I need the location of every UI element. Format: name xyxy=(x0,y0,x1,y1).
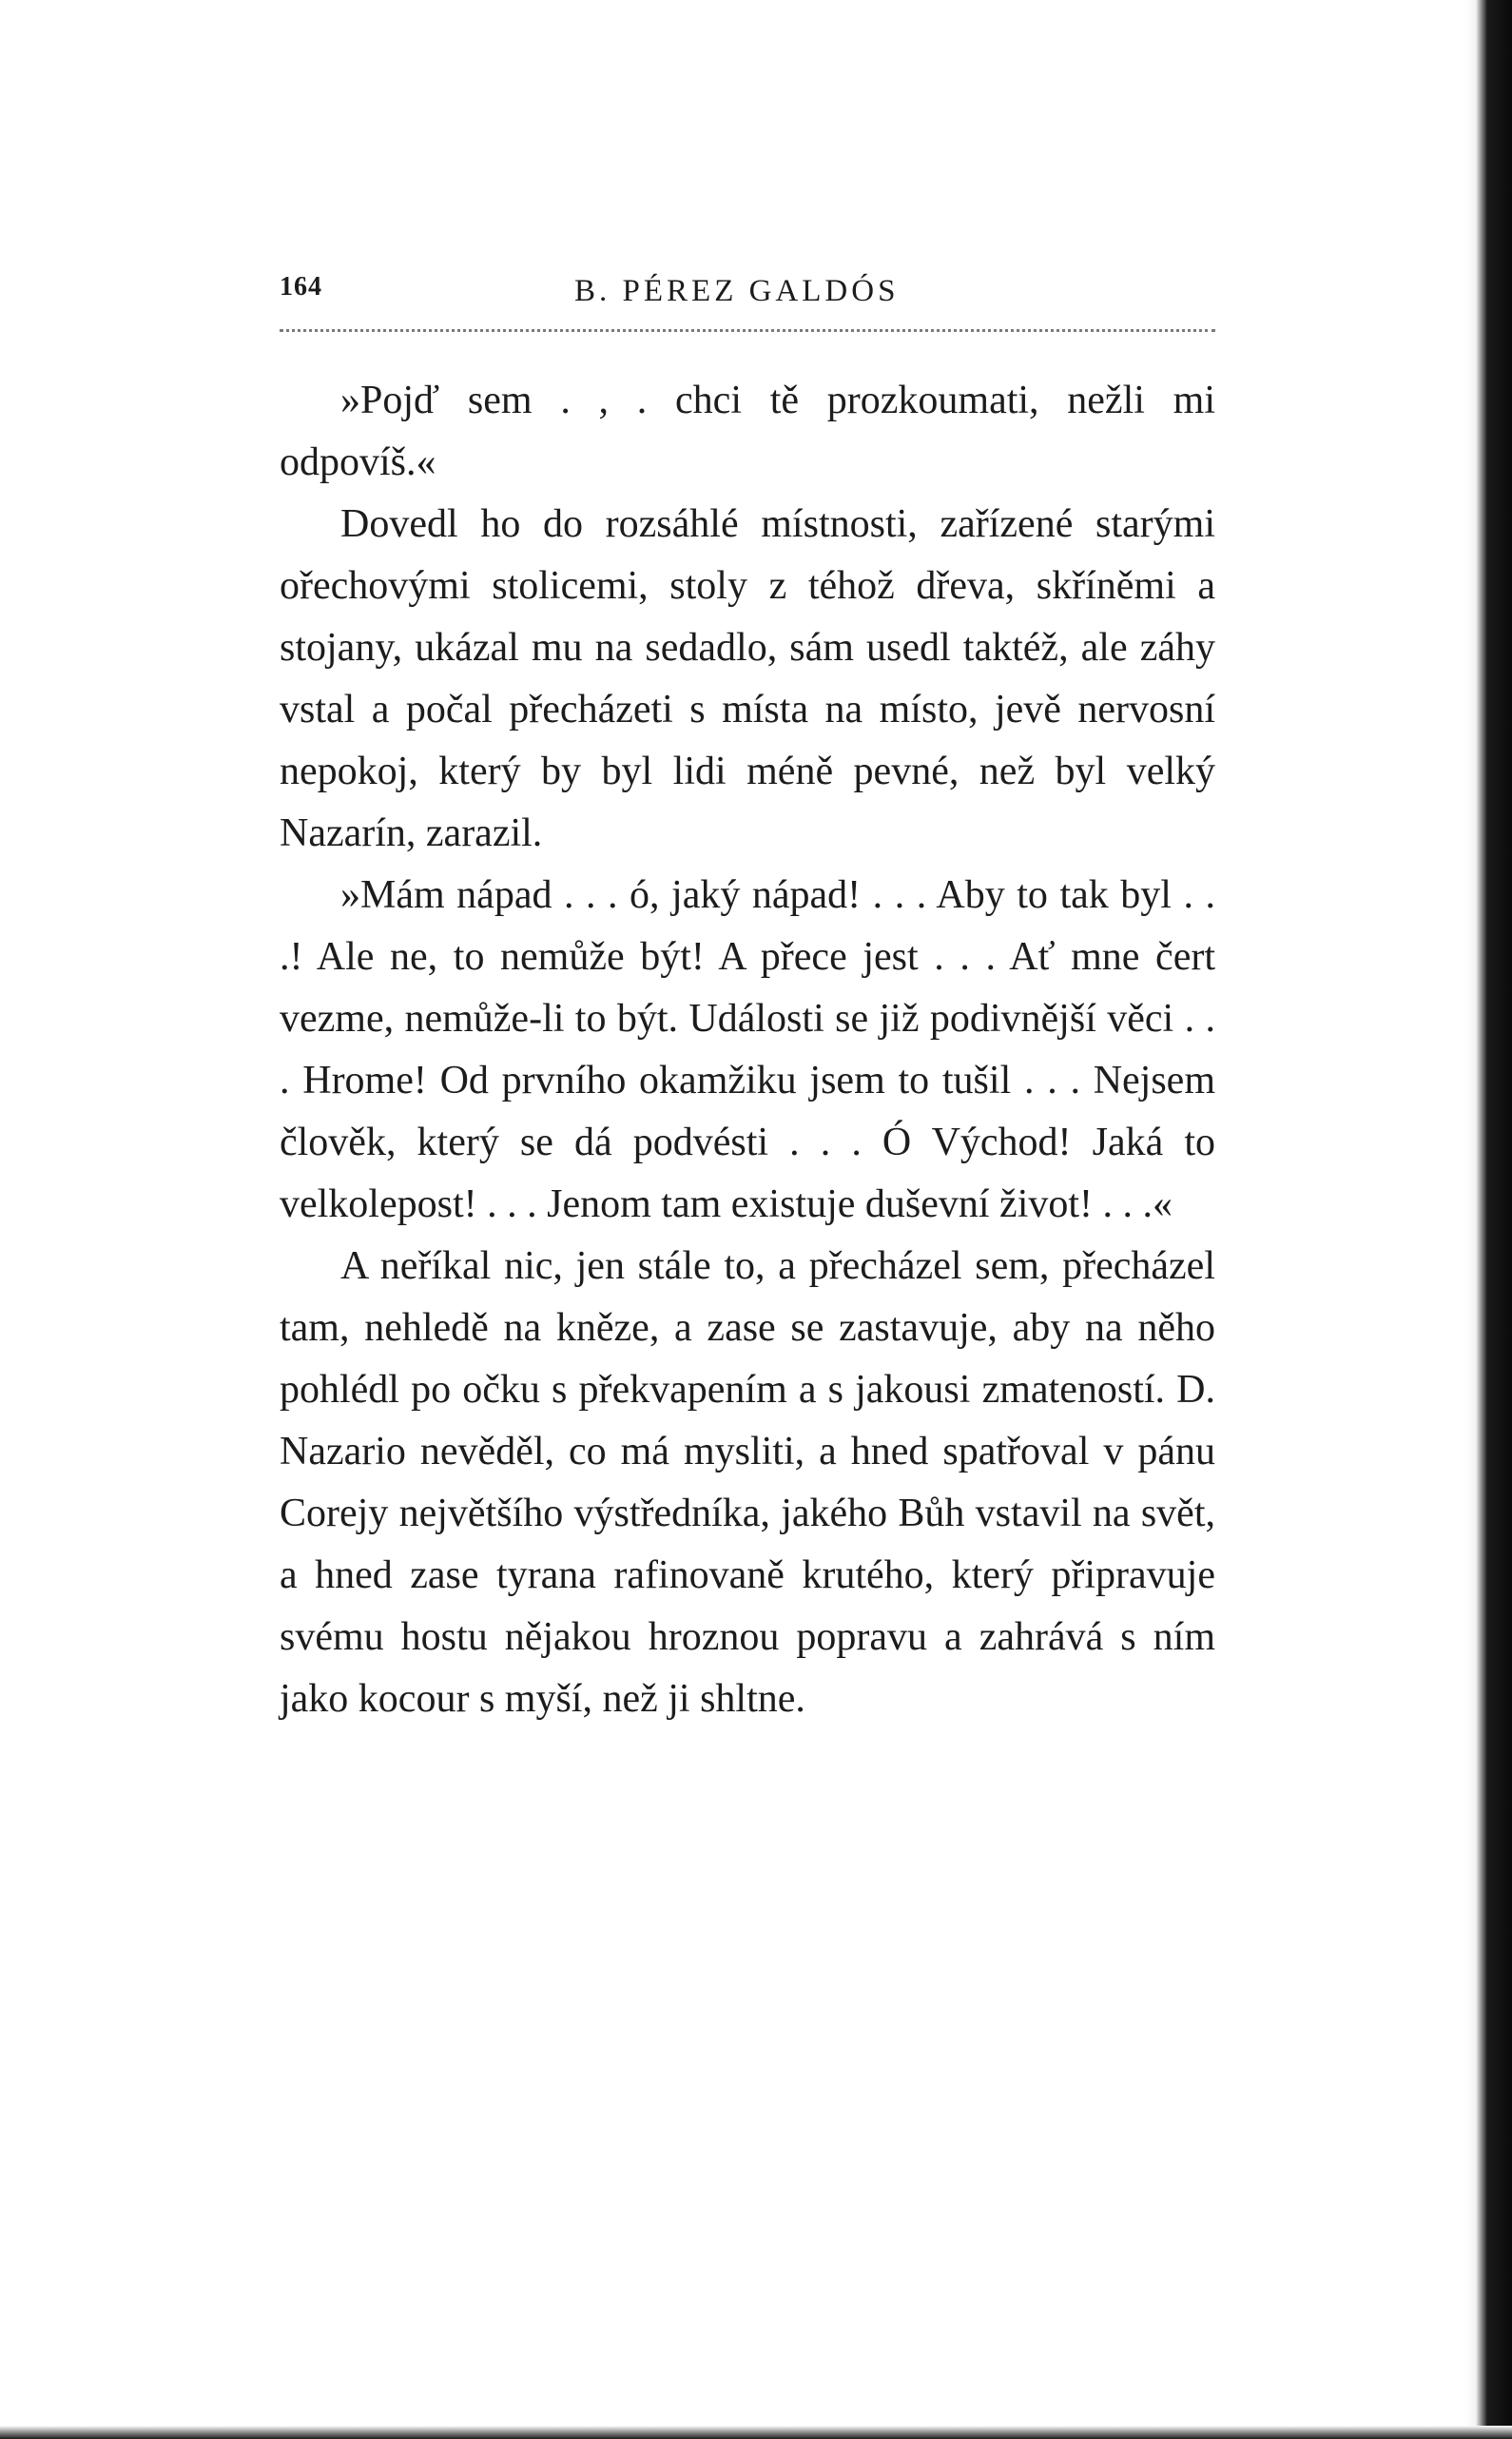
body-text xyxy=(280,370,1215,1730)
running-head xyxy=(280,257,1215,323)
paragraph: »Mám nápad . . . ó, jaký nápad! . . . Aby to tak byl . . .! Ale ne, to nemůže být! A přece jest . . . Ať mne čert vezme, nemůže-li to být. Události se již podivnější věci . . . Hrome! Od prvního okamžiku jsem to tušil . . . Nejsem člověk, který se dá podvésti . . . Ó Východ! Jaká to velkolepost! . . . Jenom tam existuje duševní život! . . .« xyxy=(280,873,1215,1226)
scan-edge-shadow xyxy=(1466,0,1512,2439)
header-divider xyxy=(280,329,1215,332)
paragraph: Dovedl ho do rozsáhlé místnosti, zařízené starými ořechovými stolicemi, stoly z téhož dřeva, skříněmi a stojany, ukázal mu na sedadlo, sám usedl taktéž, ale záhy vstal a počal přecházeti s místa na místo, jevě nervosní nepokoj, který by byl lidi méně pevné, než byl velký Nazarín, zarazil. xyxy=(280,502,1215,855)
paragraph: A neříkal nic, jen stále to, a přecházel sem, přecházel tam, nehledě na kněze, a zase se zastavuje, aby na něho pohlédl po očku s překvapením a s jakousi zmateností. D. Nazario nevěděl, co má mysliti, a hned spatřoval v pánu Corejy největšího výstředníka, jakého Bůh vstavil na svět, a hned zase tyrana rafinovaně krutého, který připravuje svému hostu nějakou hroznou popravu a zahrává s ním jako kocour s myší, než ji shltne. xyxy=(280,1244,1215,1721)
scan-bottom-shadow xyxy=(0,2426,1512,2439)
paragraph: »Pojď sem . , . chci tě prozkoumati, nežli mi odpovíš.« xyxy=(280,379,1215,484)
running-head-author: B. PÉREZ GALDÓS xyxy=(574,274,900,308)
book-page xyxy=(280,257,1215,1730)
page-number: 164 xyxy=(280,272,322,302)
